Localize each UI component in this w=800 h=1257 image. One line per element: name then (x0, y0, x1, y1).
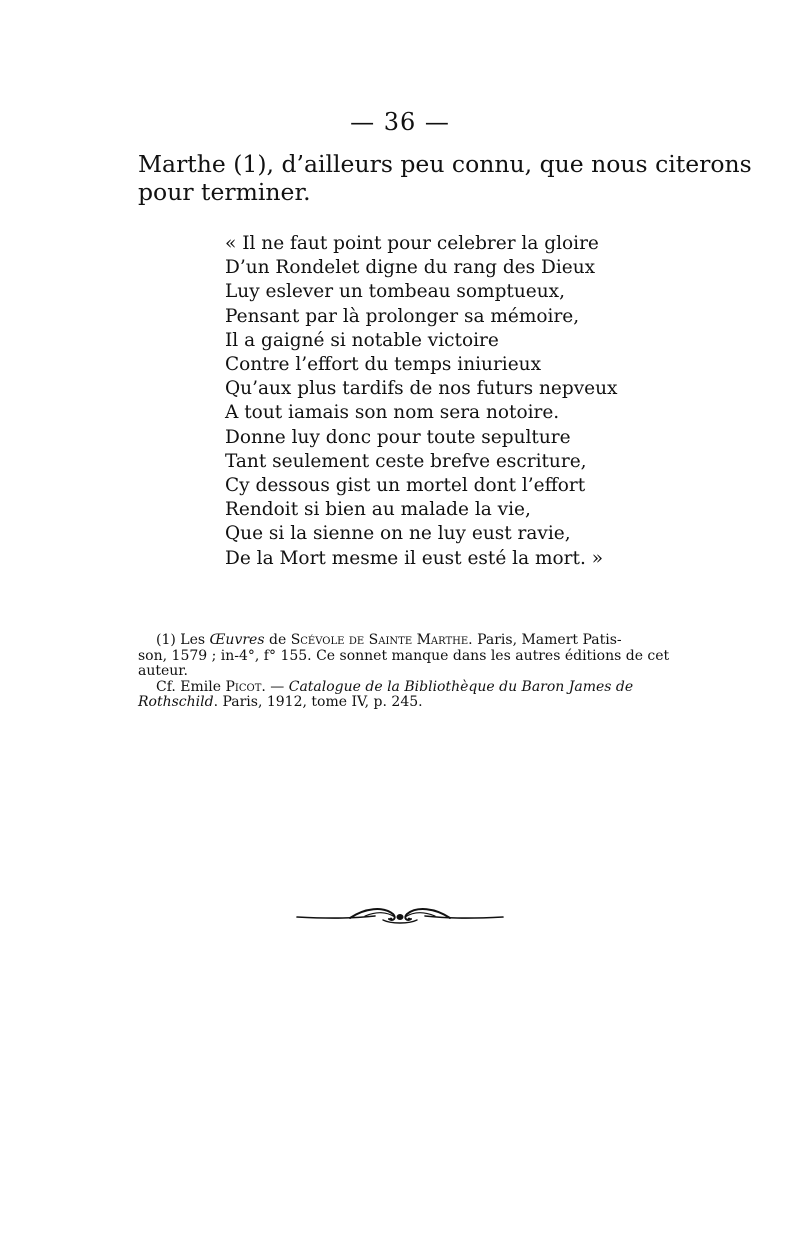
footnote-1-marker: (1) Les (156, 632, 206, 648)
footnote-1-line-3: auteur. (138, 663, 188, 679)
intro-paragraph (138, 150, 752, 206)
verse-14: De la Mort mesme il eust esté la mort. » (225, 547, 604, 569)
footnote-1-rest: . Paris, Mamert Patis- (468, 632, 622, 648)
footnote-2-title-2: Rothschild (138, 694, 214, 710)
verse-5: Il a gaigné si notable victoire (225, 329, 499, 351)
verse-10: Tant seulement ceste brefve escriture, (225, 450, 587, 472)
footnote-1-author: Scévole de Sainte Marthe (290, 632, 469, 648)
footnote-1-line-2: son, 1579 ; in-4°, f° 155. Ce sonnet manque dans les autres éditions de cet (138, 647, 670, 664)
verse-6: Contre l’effort du temps iniurieux (225, 354, 541, 376)
verse-2: D’un Rondelet digne du rang des Dieux (225, 257, 596, 279)
footnote-1 (138, 633, 668, 680)
footnotes (138, 633, 668, 711)
verse-4: Pensant par là prolonger sa mémoire, (225, 305, 580, 327)
footnote-2-line-1 (138, 680, 668, 696)
intro-line-1: Marthe (1), d’ailleurs peu connu, que nous citerons (138, 150, 752, 178)
verse-9: Donne luy donc pour toute sepulture (225, 426, 571, 448)
verse-1: « Il ne faut point pour celebrer la gloire (225, 233, 599, 254)
verse-13: Que si la sienne on ne luy eust ravie, (225, 523, 571, 545)
footnote-2-dash: . — (261, 678, 285, 695)
footnote-1-line-1 (138, 633, 668, 649)
verse-7: Qu’aux plus tardifs de nos futurs nepveux (225, 378, 618, 400)
footnote-2-rest: . Paris, 1912, tome IV, p. 245. (213, 694, 423, 710)
footnote-1-de: de (268, 632, 287, 648)
intro-line-2: pour terminer. (138, 178, 311, 206)
verse-8: A tout iamais son nom sera notoire. (225, 402, 560, 424)
sonnet (225, 232, 645, 571)
footnote-2-author: Picot (225, 678, 262, 695)
verse-3: Luy eslever un tombeau somptueux, (225, 281, 565, 303)
decorative-ornament (295, 896, 505, 936)
footnote-1-title: Œuvres (209, 632, 265, 648)
footnote-2-prefix: Cf. Emile (156, 678, 222, 695)
page-number: — 36 — (350, 108, 450, 136)
footnote-2-title-1: Catalogue de la Bibliothèque du Baron James de (288, 678, 634, 695)
footnote-2-line-2 (138, 695, 668, 711)
verse-12: Rendoit si bien au malade la vie, (225, 499, 531, 521)
verse-11: Cy dessous gist un mortel dont l’effort (225, 475, 586, 497)
footnote-2 (138, 680, 668, 711)
